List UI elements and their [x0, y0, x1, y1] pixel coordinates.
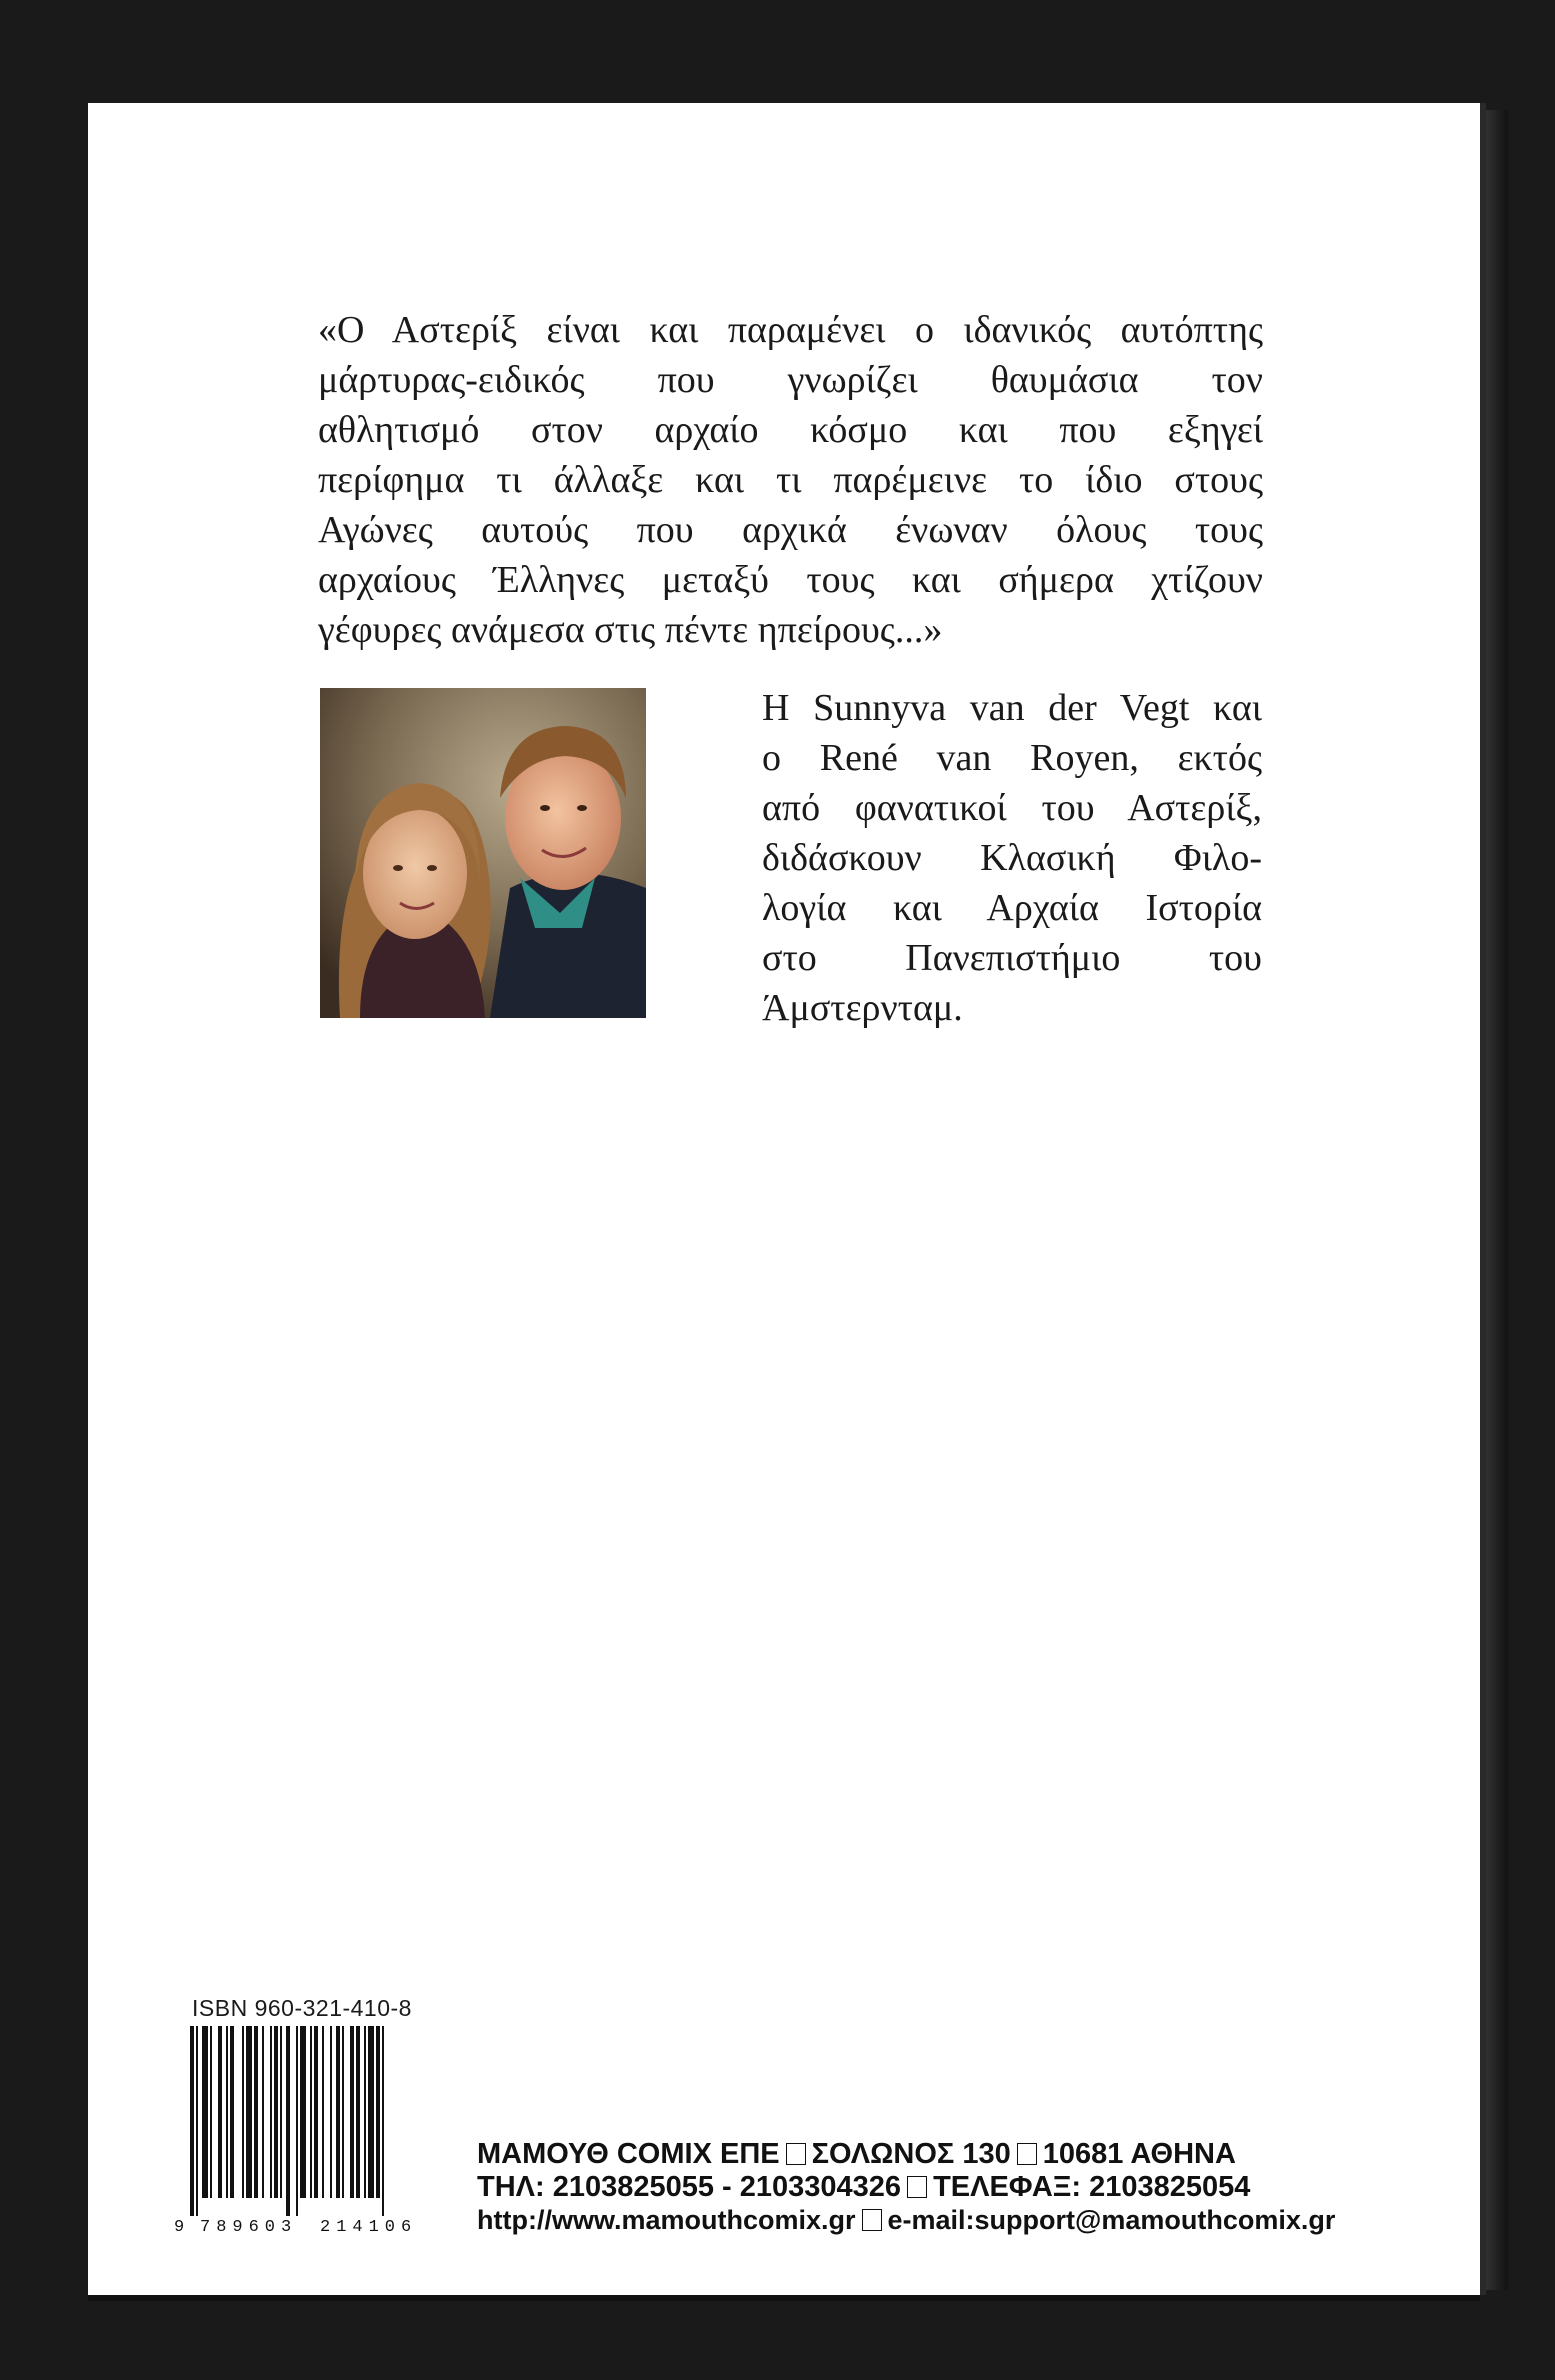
barcode-bar [254, 2026, 258, 2198]
separator-box-icon [1017, 2143, 1037, 2165]
barcode-bar [246, 2026, 252, 2198]
barcode-bar [262, 2026, 264, 2198]
authors-photo [320, 688, 646, 1018]
barcode-bar [300, 2026, 306, 2198]
quote-line: γέφυρες ανάμεσα στις πέντε ηπείρους...» [318, 609, 943, 651]
barcode-bar [274, 2026, 278, 2198]
barcode-bar [270, 2026, 272, 2198]
publisher-website: http://www.mamouthcomix.gr [477, 2205, 856, 2235]
bio-line: στο Πανεπιστήμιο του [762, 937, 1262, 979]
separator-box-icon [862, 2209, 882, 2231]
barcode-bar [226, 2026, 228, 2198]
publisher-phones: ΤΗΛ: 2103825055 - 2103304326 [477, 2171, 902, 2203]
barcode-bar [368, 2026, 374, 2198]
barcode-bar [330, 2026, 332, 2198]
separator-box-icon [907, 2176, 927, 2198]
barcode-bar [280, 2026, 282, 2198]
barcode-bar [242, 2026, 244, 2198]
barcode-bar [314, 2026, 318, 2198]
quote-line: περίφημα τι άλλαξε και τι παρέμεινε το ίδιο στους [318, 459, 1263, 501]
barcode-bar [376, 2026, 380, 2198]
barcode-bar [322, 2026, 324, 2198]
authors-bio [762, 683, 1262, 1033]
barcode-bar [286, 2026, 290, 2216]
barcode-left-digits: 789603 [200, 2218, 298, 2236]
barcode-bar [382, 2026, 384, 2216]
publisher-fax: ΤΕΛΕΦΑΞ: 2103825054 [933, 2171, 1251, 2203]
barcode-bar [196, 2026, 198, 2216]
barcode-bar [230, 2026, 234, 2198]
quote-line: «Ο Αστερίξ είναι και παραμένει ο ιδανικός αυτόπτης [318, 309, 1263, 351]
publisher-info [477, 2138, 1387, 2237]
bio-line: λογία και Αρχαία Ιστορία [762, 887, 1262, 929]
book-spine-edge [1480, 110, 1508, 2290]
barcode-bar [310, 2026, 312, 2198]
bio-line: διδάσκουν Κλασική Φιλο- [762, 837, 1262, 879]
publisher-email: e-mail:support@mamouthcomix.gr [887, 2205, 1336, 2235]
publisher-web-line [477, 2204, 1387, 2237]
barcode-first-digit: 9 [174, 2218, 185, 2236]
publisher-address-line [477, 2138, 1387, 2171]
barcode-bar [190, 2026, 194, 2216]
separator-box-icon [786, 2143, 806, 2165]
bio-line: από φανατικοί του Αστερίξ, [762, 787, 1262, 829]
barcode-bar [342, 2026, 344, 2198]
barcode-bar [356, 2026, 360, 2198]
quote-line: μάρτυρας-ειδικός που γνωρίζει θαυμάσια τον [318, 359, 1263, 401]
publisher-city: 10681 ΑΘΗΝΑ [1042, 2138, 1236, 2170]
review-quote [318, 305, 1263, 655]
bio-line: ο René van Royen, εκτός [762, 737, 1262, 779]
barcode-bar [202, 2026, 208, 2198]
barcode-right-digits: 214106 [320, 2218, 418, 2236]
bio-line: Η Sunnyva van der Vegt και [762, 687, 1262, 729]
isbn-barcode [172, 2026, 442, 2236]
barcode-bar [296, 2026, 298, 2216]
barcode-bar [336, 2026, 340, 2198]
publisher-street: ΣΟΛΩΝΟΣ 130 [811, 2138, 1011, 2170]
quote-line: αθλητισμό στον αρχαίο κόσμο και που εξηγεί [318, 409, 1263, 451]
publisher-phone-line [477, 2171, 1387, 2204]
barcode-bar [364, 2026, 366, 2198]
quote-line: αρχαίους Έλληνες μεταξύ τους και σήμερα χτίζουν [318, 559, 1263, 601]
bio-line: Άμστερνταμ. [762, 987, 963, 1029]
barcode-bar [210, 2026, 212, 2198]
publisher-name: ΜΑΜΟΥΘ COMIX ΕΠΕ [477, 2138, 780, 2170]
barcode-bar [218, 2026, 222, 2198]
barcode-bar [350, 2026, 354, 2198]
isbn-label: ISBN 960-321-410-8 [192, 1995, 412, 2021]
quote-line: Αγώνες αυτούς που αρχικά ένωναν όλους τους [318, 509, 1263, 551]
